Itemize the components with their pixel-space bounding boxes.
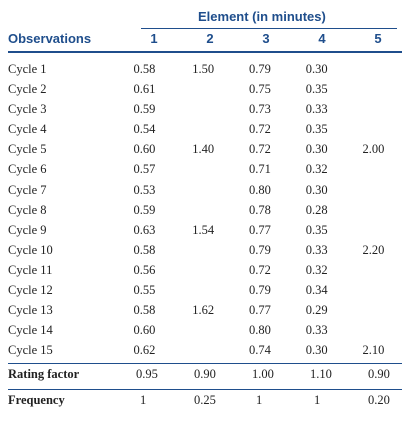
cell-element-5: 2.00 bbox=[362, 142, 385, 157]
frequency-value: 0.20 bbox=[368, 393, 390, 407]
cell-element-1: 0.62 bbox=[133, 343, 156, 358]
table-row bbox=[8, 180, 402, 200]
cell-element-5 bbox=[363, 79, 402, 99]
table-row bbox=[8, 240, 402, 260]
cell-element-5: 2.10 bbox=[362, 343, 385, 358]
table-row bbox=[8, 280, 402, 300]
cell-element-2: 1.62 bbox=[192, 303, 215, 318]
header-rule bbox=[8, 51, 402, 53]
table-row bbox=[8, 99, 402, 119]
cell-element-4: 0.33 bbox=[305, 323, 328, 338]
cell-element-2 bbox=[192, 260, 249, 280]
cell-element-4: 0.32 bbox=[305, 162, 328, 177]
cycle-label: Cycle 9 bbox=[8, 222, 47, 237]
cell-element-1: 0.58 bbox=[133, 62, 156, 76]
cell-element-2 bbox=[192, 159, 249, 179]
cell-element-3: 0.79 bbox=[248, 283, 271, 298]
cell-element-2 bbox=[192, 240, 249, 260]
cell-element-5 bbox=[363, 200, 402, 220]
cell-element-2 bbox=[192, 200, 249, 220]
table-row bbox=[8, 159, 402, 179]
cell-element-4: 0.30 bbox=[305, 182, 328, 197]
cell-element-2 bbox=[192, 180, 249, 200]
col-header-4: 4 bbox=[318, 31, 326, 46]
cell-element-3: 0.78 bbox=[248, 202, 271, 217]
rating-label: Rating factor bbox=[8, 367, 80, 381]
cell-element-5 bbox=[363, 320, 402, 340]
col-header-5: 5 bbox=[374, 31, 382, 46]
cell-element-1: 0.59 bbox=[133, 102, 156, 117]
cell-element-5: 2.20 bbox=[362, 242, 385, 257]
cycle-label: Cycle 6 bbox=[8, 162, 47, 177]
cycle-label: Cycle 13 bbox=[8, 303, 53, 318]
rating-separator bbox=[8, 363, 402, 364]
cell-element-1: 0.57 bbox=[133, 162, 156, 177]
cell-element-3: 0.77 bbox=[248, 222, 271, 237]
cell-element-1: 0.60 bbox=[133, 142, 156, 157]
cell-element-3: 0.72 bbox=[248, 142, 271, 157]
cell-element-2 bbox=[192, 99, 249, 119]
table-row bbox=[8, 340, 402, 360]
frequency-label: Frequency bbox=[8, 393, 65, 407]
cell-element-3: 0.73 bbox=[248, 102, 271, 117]
cell-element-3: 0.71 bbox=[248, 162, 271, 177]
cell-element-4: 0.28 bbox=[305, 202, 328, 217]
cell-element-2 bbox=[192, 79, 249, 99]
cell-element-3: 0.79 bbox=[248, 242, 271, 257]
cell-element-2: 1.50 bbox=[192, 62, 215, 76]
rating-value: 0.90 bbox=[194, 367, 216, 381]
cell-element-4: 0.35 bbox=[305, 122, 328, 137]
cell-element-2 bbox=[192, 280, 249, 300]
frequency-value: 1 bbox=[314, 393, 321, 407]
cycle-label: Cycle 4 bbox=[8, 122, 47, 137]
table-row bbox=[8, 320, 402, 340]
table-row bbox=[8, 220, 402, 240]
cell-element-4: 0.33 bbox=[305, 102, 328, 117]
element-group-title: Element (in minutes) bbox=[198, 9, 326, 24]
cell-element-3: 0.74 bbox=[248, 343, 271, 358]
cell-element-2 bbox=[192, 340, 249, 360]
cell-element-5 bbox=[363, 280, 402, 300]
cell-element-2: 1.40 bbox=[192, 142, 215, 157]
cycle-label: Cycle 15 bbox=[8, 343, 53, 358]
cell-element-3: 0.72 bbox=[248, 122, 271, 137]
cell-element-3: 0.80 bbox=[248, 323, 271, 338]
cycle-label: Cycle 5 bbox=[8, 142, 47, 157]
cycle-label: Cycle 1 bbox=[8, 62, 47, 76]
cell-element-3: 0.79 bbox=[248, 62, 271, 76]
cell-element-1: 0.63 bbox=[133, 222, 156, 237]
cycle-label: Cycle 7 bbox=[8, 182, 47, 197]
cell-element-3: 0.77 bbox=[248, 303, 271, 318]
cell-element-1: 0.55 bbox=[133, 283, 156, 298]
col-header-3: 3 bbox=[262, 31, 270, 46]
cell-element-4: 0.34 bbox=[305, 283, 328, 298]
cell-element-4: 0.30 bbox=[305, 142, 328, 157]
cell-element-1: 0.58 bbox=[133, 303, 156, 318]
cell-element-4: 0.35 bbox=[305, 222, 328, 237]
cell-element-5 bbox=[363, 260, 402, 280]
cell-element-1: 0.59 bbox=[133, 202, 156, 217]
cycle-table bbox=[8, 59, 402, 360]
rating-value: 1.00 bbox=[252, 367, 274, 381]
cell-element-5 bbox=[363, 180, 402, 200]
cell-element-2 bbox=[192, 119, 249, 139]
cell-element-4: 0.30 bbox=[305, 62, 328, 76]
cell-element-5 bbox=[363, 159, 402, 179]
cycle-label: Cycle 8 bbox=[8, 202, 47, 217]
col-header-1: 1 bbox=[150, 31, 158, 46]
group-underline bbox=[141, 28, 397, 29]
cell-element-2 bbox=[192, 320, 249, 340]
table-row bbox=[8, 200, 402, 220]
frequency-separator bbox=[8, 389, 402, 390]
frequency-value: 0.25 bbox=[194, 393, 216, 407]
cell-element-3: 0.80 bbox=[248, 182, 271, 197]
cell-element-1: 0.58 bbox=[133, 242, 156, 257]
cell-element-5 bbox=[363, 220, 402, 240]
cycle-label: Cycle 11 bbox=[8, 262, 53, 277]
cell-element-3: 0.72 bbox=[248, 262, 271, 277]
cell-element-4: 0.33 bbox=[305, 242, 328, 257]
cell-element-1: 0.54 bbox=[133, 122, 156, 137]
cell-element-4: 0.35 bbox=[305, 82, 328, 97]
cell-element-2: 1.54 bbox=[192, 222, 215, 237]
cell-element-5 bbox=[363, 300, 402, 320]
table-row bbox=[8, 139, 402, 159]
cell-element-5 bbox=[363, 119, 402, 139]
cycle-label: Cycle 14 bbox=[8, 323, 53, 338]
cell-element-5 bbox=[363, 99, 402, 119]
cell-element-3: 0.75 bbox=[248, 82, 271, 97]
cell-element-4: 0.29 bbox=[305, 303, 328, 318]
cell-element-1: 0.53 bbox=[133, 182, 156, 197]
rating-value: 0.95 bbox=[136, 367, 158, 381]
cell-element-1: 0.56 bbox=[133, 262, 156, 277]
table-row bbox=[8, 119, 402, 139]
cell-element-4: 0.32 bbox=[305, 262, 328, 277]
cycle-label: Cycle 10 bbox=[8, 242, 53, 257]
cell-element-5 bbox=[363, 59, 402, 79]
cycle-label: Cycle 12 bbox=[8, 283, 53, 298]
table-row bbox=[8, 59, 402, 79]
observations-header: Observations bbox=[8, 31, 92, 46]
cell-element-4: 0.30 bbox=[305, 343, 328, 358]
table-row bbox=[8, 79, 402, 99]
rating-value: 1.10 bbox=[310, 367, 332, 381]
cycle-label: Cycle 2 bbox=[8, 82, 47, 97]
column-header-row bbox=[8, 31, 402, 49]
cell-element-1: 0.60 bbox=[133, 323, 156, 338]
cell-element-1: 0.61 bbox=[133, 82, 156, 97]
cycle-label: Cycle 3 bbox=[8, 102, 47, 117]
table-row bbox=[8, 260, 402, 280]
frequency-value: 1 bbox=[256, 393, 263, 407]
rating-value: 0.90 bbox=[368, 367, 390, 381]
table-row bbox=[8, 300, 402, 320]
frequency-value: 1 bbox=[140, 393, 147, 407]
col-header-2: 2 bbox=[206, 31, 214, 46]
